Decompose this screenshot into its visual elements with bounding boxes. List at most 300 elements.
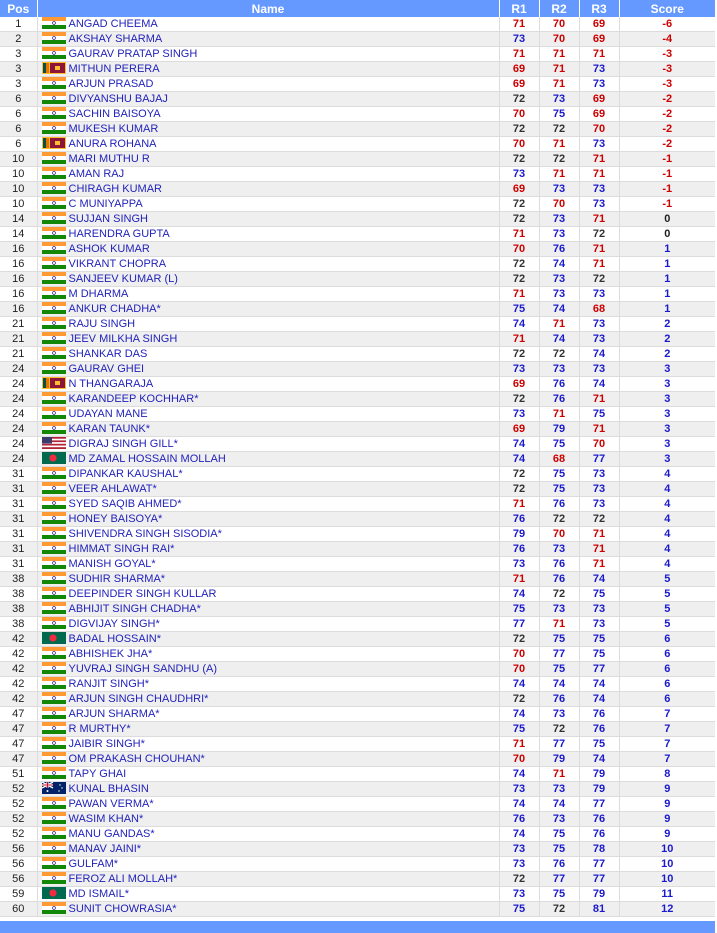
player-name-link[interactable]: AKSHAY SHARMA bbox=[68, 33, 163, 45]
player-cell bbox=[37, 257, 499, 272]
table-row bbox=[0, 752, 715, 767]
player-name-link[interactable]: TAPY GHAI bbox=[68, 768, 127, 780]
position-cell: 56 bbox=[0, 872, 37, 887]
player-cell bbox=[37, 587, 499, 602]
score-cell: 9 bbox=[619, 812, 715, 827]
round1-cell: 72 bbox=[499, 392, 539, 407]
player-name-link[interactable]: ARJUN PRASAD bbox=[68, 78, 154, 90]
player-name-link[interactable]: FEROZ ALI MOLLAH* bbox=[68, 873, 178, 885]
round2-cell: 71 bbox=[539, 617, 579, 632]
position-cell: 21 bbox=[0, 317, 37, 332]
score-cell: 0 bbox=[619, 212, 715, 227]
position-cell: 10 bbox=[0, 152, 37, 167]
table-row bbox=[0, 812, 715, 827]
round2-cell: 74 bbox=[539, 332, 579, 347]
score-cell: 3 bbox=[619, 362, 715, 377]
round2-cell: 71 bbox=[539, 137, 579, 152]
position-cell: 47 bbox=[0, 707, 37, 722]
position-cell: 1 bbox=[0, 17, 37, 32]
position-cell: 31 bbox=[0, 557, 37, 572]
player-name-link[interactable]: MD ZAMAL HOSSAIN MOLLAH bbox=[68, 453, 226, 465]
table-row bbox=[0, 302, 715, 317]
r3-header[interactable]: R3 bbox=[579, 0, 619, 17]
india-flag-icon bbox=[42, 512, 66, 524]
india-flag-icon bbox=[42, 812, 66, 824]
r2-header[interactable]: R2 bbox=[539, 0, 579, 17]
player-name-link[interactable]: CHIRAGH KUMAR bbox=[68, 183, 163, 195]
round2-cell: 73 bbox=[539, 602, 579, 617]
player-name-link[interactable]: UDAYAN MANE bbox=[68, 408, 148, 420]
position-cell: 24 bbox=[0, 437, 37, 452]
player-cell bbox=[37, 512, 499, 527]
india-flag-icon bbox=[42, 152, 66, 164]
table-row bbox=[0, 512, 715, 527]
score-cell: 6 bbox=[619, 692, 715, 707]
player-name-link[interactable]: AMAN RAJ bbox=[68, 168, 125, 180]
round3-cell: 73 bbox=[579, 482, 619, 497]
round2-cell: 79 bbox=[539, 422, 579, 437]
round3-cell: 73 bbox=[579, 182, 619, 197]
position-cell: 10 bbox=[0, 197, 37, 212]
position-cell: 16 bbox=[0, 302, 37, 317]
round1-cell: 72 bbox=[499, 212, 539, 227]
round1-cell: 73 bbox=[499, 782, 539, 797]
round3-cell: 71 bbox=[579, 47, 619, 62]
position-cell: 31 bbox=[0, 482, 37, 497]
round3-cell: 71 bbox=[579, 152, 619, 167]
position-cell: 3 bbox=[0, 77, 37, 92]
round3-cell: 72 bbox=[579, 227, 619, 242]
score-cell: 3 bbox=[619, 377, 715, 392]
round3-cell: 77 bbox=[579, 857, 619, 872]
score-cell: -3 bbox=[619, 47, 715, 62]
player-name-link[interactable]: GAURAV GHEI bbox=[68, 363, 145, 375]
india-flag-icon bbox=[42, 497, 66, 509]
table-row bbox=[0, 557, 715, 572]
table-row bbox=[0, 332, 715, 347]
player-name-link[interactable]: MD ISMAIL* bbox=[68, 888, 130, 900]
position-cell: 3 bbox=[0, 47, 37, 62]
score-cell: 4 bbox=[619, 482, 715, 497]
position-cell: 16 bbox=[0, 287, 37, 302]
round3-cell: 73 bbox=[579, 362, 619, 377]
header-row bbox=[0, 0, 715, 17]
table-row bbox=[0, 692, 715, 707]
player-cell bbox=[37, 377, 499, 392]
player-cell bbox=[37, 782, 499, 797]
player-name-link[interactable]: SHANKAR DAS bbox=[68, 348, 148, 360]
table-row bbox=[0, 407, 715, 422]
round2-cell: 70 bbox=[539, 32, 579, 47]
round2-cell: 70 bbox=[539, 527, 579, 542]
score-cell: 6 bbox=[619, 647, 715, 662]
round3-cell: 79 bbox=[579, 887, 619, 902]
position-cell: 3 bbox=[0, 62, 37, 77]
india-flag-icon bbox=[42, 92, 66, 104]
round3-cell: 73 bbox=[579, 332, 619, 347]
position-cell: 59 bbox=[0, 887, 37, 902]
player-cell bbox=[37, 602, 499, 617]
table-row bbox=[0, 212, 715, 227]
table-row bbox=[0, 47, 715, 62]
table-row bbox=[0, 62, 715, 77]
position-cell: 16 bbox=[0, 257, 37, 272]
india-flag-icon bbox=[42, 572, 66, 584]
round1-cell: 73 bbox=[499, 407, 539, 422]
player-name-link[interactable]: JAIBIR SINGH* bbox=[68, 738, 145, 750]
player-name-link[interactable]: HIMMAT SINGH RAI* bbox=[68, 543, 175, 555]
player-name-link[interactable]: GAURAV PRATAP SINGH bbox=[68, 48, 198, 60]
score-cell: 7 bbox=[619, 752, 715, 767]
player-name-link[interactable]: HONEY BAISOYA* bbox=[68, 513, 163, 525]
round1-cell: 72 bbox=[499, 122, 539, 137]
player-cell bbox=[37, 152, 499, 167]
player-cell bbox=[37, 902, 499, 917]
bangladesh-flag-icon bbox=[42, 887, 66, 899]
player-cell bbox=[37, 482, 499, 497]
india-flag-icon bbox=[42, 122, 66, 134]
india-flag-icon bbox=[42, 212, 66, 224]
player-cell bbox=[37, 167, 499, 182]
india-flag-icon bbox=[42, 857, 66, 869]
player-name-link[interactable]: DEEPINDER SINGH KULLAR bbox=[68, 588, 217, 600]
player-name-link[interactable]: DIVYANSHU BAJAJ bbox=[68, 93, 168, 105]
round1-cell: 71 bbox=[499, 287, 539, 302]
round1-cell: 75 bbox=[499, 902, 539, 917]
round1-cell: 76 bbox=[499, 542, 539, 557]
player-cell bbox=[37, 332, 499, 347]
player-cell bbox=[37, 692, 499, 707]
round1-cell: 74 bbox=[499, 677, 539, 692]
player-name-link[interactable]: BADAL HOSSAIN* bbox=[68, 633, 162, 645]
player-name-link[interactable]: DIGVIJAY SINGH* bbox=[68, 618, 160, 630]
round3-cell: 77 bbox=[579, 662, 619, 677]
india-flag-icon bbox=[42, 107, 66, 119]
player-cell bbox=[37, 92, 499, 107]
round2-cell: 71 bbox=[539, 317, 579, 332]
position-cell: 52 bbox=[0, 827, 37, 842]
table-row bbox=[0, 257, 715, 272]
player-name-link[interactable]: VEER AHLAWAT* bbox=[68, 483, 157, 495]
round1-cell: 72 bbox=[499, 92, 539, 107]
player-cell bbox=[37, 677, 499, 692]
round1-cell: 70 bbox=[499, 752, 539, 767]
player-name-link[interactable]: KUNAL BHASIN bbox=[68, 783, 149, 795]
round3-cell: 74 bbox=[579, 572, 619, 587]
table-row bbox=[0, 347, 715, 362]
player-cell bbox=[37, 857, 499, 872]
round3-cell: 75 bbox=[579, 737, 619, 752]
round2-cell: 72 bbox=[539, 722, 579, 737]
round3-cell: 75 bbox=[579, 587, 619, 602]
round2-cell: 74 bbox=[539, 797, 579, 812]
round3-cell: 71 bbox=[579, 392, 619, 407]
round1-cell: 76 bbox=[499, 512, 539, 527]
round2-cell: 70 bbox=[539, 197, 579, 212]
player-name-link[interactable]: MANAV JAINI* bbox=[68, 843, 142, 855]
round1-cell: 77 bbox=[499, 617, 539, 632]
player-cell bbox=[37, 137, 499, 152]
round1-cell: 75 bbox=[499, 302, 539, 317]
player-name-link[interactable]: KARANDEEP KOCHHAR* bbox=[68, 393, 199, 405]
position-cell: 24 bbox=[0, 422, 37, 437]
india-flag-icon bbox=[42, 227, 66, 239]
player-cell bbox=[37, 647, 499, 662]
pos-header[interactable]: Pos bbox=[0, 0, 37, 17]
score-cell: 7 bbox=[619, 722, 715, 737]
player-name-link[interactable]: SUDHIR SHARMA* bbox=[68, 573, 166, 585]
score-cell: 9 bbox=[619, 782, 715, 797]
table-row bbox=[0, 467, 715, 482]
table-row bbox=[0, 677, 715, 692]
player-cell bbox=[37, 827, 499, 842]
position-cell: 56 bbox=[0, 857, 37, 872]
india-flag-icon bbox=[42, 722, 66, 734]
table-row bbox=[0, 452, 715, 467]
round2-cell: 71 bbox=[539, 767, 579, 782]
india-flag-icon bbox=[42, 32, 66, 44]
table-footer-bar bbox=[0, 921, 715, 933]
position-cell: 2 bbox=[0, 32, 37, 47]
position-cell: 6 bbox=[0, 107, 37, 122]
round2-cell: 76 bbox=[539, 857, 579, 872]
player-name-link[interactable]: R MURTHY* bbox=[68, 723, 131, 735]
player-name-link[interactable]: SANJEEV KUMAR (L) bbox=[68, 273, 178, 285]
india-flag-icon bbox=[42, 167, 66, 179]
player-name-link[interactable]: YUVRAJ SINGH SANDHU (A) bbox=[68, 663, 218, 675]
round3-cell: 76 bbox=[579, 827, 619, 842]
player-name-link[interactable]: MANISH GOYAL* bbox=[68, 558, 156, 570]
india-flag-icon bbox=[42, 242, 66, 254]
player-cell bbox=[37, 122, 499, 137]
sri-lanka-flag-icon bbox=[42, 62, 66, 74]
position-cell: 52 bbox=[0, 782, 37, 797]
position-cell: 10 bbox=[0, 167, 37, 182]
player-name-link[interactable]: M DHARMA bbox=[68, 288, 129, 300]
score-cell: 4 bbox=[619, 542, 715, 557]
r1-header[interactable]: R1 bbox=[499, 0, 539, 17]
score-cell: 6 bbox=[619, 662, 715, 677]
player-cell bbox=[37, 227, 499, 242]
player-name-link[interactable]: SHIVENDRA SINGH SISODIA* bbox=[68, 528, 222, 540]
score-cell: 3 bbox=[619, 437, 715, 452]
player-name-link[interactable]: VIKRANT CHOPRA bbox=[68, 258, 167, 270]
position-cell: 31 bbox=[0, 467, 37, 482]
round3-cell: 73 bbox=[579, 287, 619, 302]
position-cell: 47 bbox=[0, 737, 37, 752]
position-cell: 6 bbox=[0, 122, 37, 137]
india-flag-icon bbox=[42, 707, 66, 719]
position-cell: 6 bbox=[0, 92, 37, 107]
table-row bbox=[0, 572, 715, 587]
round3-cell: 70 bbox=[579, 122, 619, 137]
score-cell: 4 bbox=[619, 527, 715, 542]
round3-cell: 73 bbox=[579, 317, 619, 332]
round1-cell: 75 bbox=[499, 722, 539, 737]
round2-cell: 73 bbox=[539, 227, 579, 242]
position-cell: 31 bbox=[0, 527, 37, 542]
player-cell bbox=[37, 797, 499, 812]
score-cell: -4 bbox=[619, 32, 715, 47]
player-name-link[interactable]: JEEV MILKHA SINGH bbox=[68, 333, 178, 345]
round1-cell: 74 bbox=[499, 827, 539, 842]
player-name-link[interactable]: PAWAN VERMA* bbox=[68, 798, 154, 810]
table-row bbox=[0, 122, 715, 137]
player-name-link[interactable]: SYED SAQIB AHMED* bbox=[68, 498, 182, 510]
india-flag-icon bbox=[42, 587, 66, 599]
round1-cell: 70 bbox=[499, 242, 539, 257]
table-row bbox=[0, 872, 715, 887]
name-header[interactable]: Name bbox=[37, 0, 499, 17]
player-name-link[interactable]: N THANGARAJA bbox=[68, 378, 154, 390]
round3-cell: 74 bbox=[579, 752, 619, 767]
player-name-link[interactable]: ANGAD CHEEMA bbox=[68, 18, 158, 30]
table-row bbox=[0, 707, 715, 722]
round3-cell: 71 bbox=[579, 212, 619, 227]
player-name-link[interactable]: WASIM KHAN* bbox=[68, 813, 144, 825]
position-cell: 38 bbox=[0, 617, 37, 632]
india-flag-icon bbox=[42, 302, 66, 314]
player-cell bbox=[37, 737, 499, 752]
score-cell: 1 bbox=[619, 302, 715, 317]
score-cell: 2 bbox=[619, 347, 715, 362]
india-flag-icon bbox=[42, 257, 66, 269]
position-cell: 52 bbox=[0, 797, 37, 812]
player-name-link[interactable]: ARJUN SINGH CHAUDHRI* bbox=[68, 693, 209, 705]
player-cell bbox=[37, 887, 499, 902]
round3-cell: 73 bbox=[579, 617, 619, 632]
player-name-link[interactable]: MARI MUTHU R bbox=[68, 153, 150, 165]
score-cell: 9 bbox=[619, 827, 715, 842]
round2-cell: 73 bbox=[539, 287, 579, 302]
score-cell: 6 bbox=[619, 632, 715, 647]
score-cell: 4 bbox=[619, 512, 715, 527]
round2-cell: 73 bbox=[539, 92, 579, 107]
bangladesh-flag-icon bbox=[42, 452, 66, 464]
position-cell: 47 bbox=[0, 752, 37, 767]
round1-cell: 73 bbox=[499, 842, 539, 857]
round2-cell: 75 bbox=[539, 887, 579, 902]
table-row bbox=[0, 857, 715, 872]
player-name-link[interactable]: MANU GANDAS* bbox=[68, 828, 155, 840]
player-cell bbox=[37, 107, 499, 122]
player-name-link[interactable]: ABHIJIT SINGH CHADHA* bbox=[68, 603, 201, 615]
position-cell: 24 bbox=[0, 392, 37, 407]
round2-cell: 76 bbox=[539, 692, 579, 707]
round1-cell: 72 bbox=[499, 152, 539, 167]
score-header[interactable]: Score bbox=[619, 0, 715, 17]
player-name-link[interactable]: ABHISHEK JHA* bbox=[68, 648, 153, 660]
position-cell: 42 bbox=[0, 692, 37, 707]
round1-cell: 76 bbox=[499, 812, 539, 827]
player-name-link[interactable]: DIGRAJ SINGH GILL* bbox=[68, 438, 178, 450]
position-cell: 38 bbox=[0, 572, 37, 587]
player-name-link[interactable]: ARJUN SHARMA* bbox=[68, 708, 160, 720]
round3-cell: 73 bbox=[579, 497, 619, 512]
round3-cell: 74 bbox=[579, 347, 619, 362]
round3-cell: 75 bbox=[579, 647, 619, 662]
position-cell: 56 bbox=[0, 842, 37, 857]
table-row bbox=[0, 827, 715, 842]
player-name-link[interactable]: C MUNIYAPPA bbox=[68, 198, 143, 210]
table-row bbox=[0, 542, 715, 557]
position-cell: 38 bbox=[0, 587, 37, 602]
india-flag-icon bbox=[42, 827, 66, 839]
table-row bbox=[0, 317, 715, 332]
table-row bbox=[0, 767, 715, 782]
score-cell: 1 bbox=[619, 287, 715, 302]
player-name-link[interactable]: ANURA ROHANA bbox=[68, 138, 157, 150]
round1-cell: 72 bbox=[499, 482, 539, 497]
player-cell bbox=[37, 812, 499, 827]
player-name-link[interactable]: KARAN TAUNK* bbox=[68, 423, 151, 435]
player-name-link[interactable]: SUNIT CHOWRASIA* bbox=[68, 903, 177, 915]
table-row bbox=[0, 647, 715, 662]
player-cell bbox=[37, 212, 499, 227]
score-cell: 0 bbox=[619, 227, 715, 242]
player-name-link[interactable]: MITHUN PERERA bbox=[68, 63, 160, 75]
round3-cell: 81 bbox=[579, 902, 619, 917]
player-name-link[interactable]: ANKUR CHADHA* bbox=[68, 303, 161, 315]
player-cell bbox=[37, 452, 499, 467]
round1-cell: 70 bbox=[499, 647, 539, 662]
round2-cell: 79 bbox=[539, 752, 579, 767]
round2-cell: 75 bbox=[539, 437, 579, 452]
player-name-link[interactable]: ASHOK KUMAR bbox=[68, 243, 150, 255]
player-cell bbox=[37, 572, 499, 587]
round1-cell: 72 bbox=[499, 272, 539, 287]
player-name-link[interactable]: RAJU SINGH bbox=[68, 318, 136, 330]
table-row bbox=[0, 722, 715, 737]
player-name-link[interactable]: RANJIT SINGH* bbox=[68, 678, 149, 690]
position-cell: 24 bbox=[0, 362, 37, 377]
india-flag-icon bbox=[42, 17, 66, 29]
round3-cell: 73 bbox=[579, 602, 619, 617]
player-name-link[interactable]: DIPANKAR KAUSHAL* bbox=[68, 468, 183, 480]
player-name-link[interactable]: SACHIN BAISOYA bbox=[68, 108, 161, 120]
position-cell: 21 bbox=[0, 347, 37, 362]
player-name-link[interactable]: HARENDRA GUPTA bbox=[68, 228, 170, 240]
round2-cell: 72 bbox=[539, 902, 579, 917]
round2-cell: 71 bbox=[539, 167, 579, 182]
round1-cell: 69 bbox=[499, 77, 539, 92]
player-name-link[interactable]: GULFAM* bbox=[68, 858, 119, 870]
round2-cell: 74 bbox=[539, 302, 579, 317]
position-cell: 24 bbox=[0, 377, 37, 392]
player-cell bbox=[37, 557, 499, 572]
player-name-link[interactable]: MUKESH KUMAR bbox=[68, 123, 159, 135]
usa-flag-icon bbox=[42, 437, 66, 449]
india-flag-icon bbox=[42, 332, 66, 344]
round3-cell: 71 bbox=[579, 242, 619, 257]
table-row bbox=[0, 482, 715, 497]
position-cell: 42 bbox=[0, 677, 37, 692]
player-cell bbox=[37, 32, 499, 47]
round2-cell: 77 bbox=[539, 647, 579, 662]
table-row bbox=[0, 197, 715, 212]
round3-cell: 71 bbox=[579, 557, 619, 572]
score-cell: 4 bbox=[619, 557, 715, 572]
table-row bbox=[0, 887, 715, 902]
round1-cell: 73 bbox=[499, 32, 539, 47]
sri-lanka-flag-icon bbox=[42, 377, 66, 389]
round1-cell: 74 bbox=[499, 317, 539, 332]
player-name-link[interactable]: OM PRAKASH CHOUHAN* bbox=[68, 753, 205, 765]
player-name-link[interactable]: SUJJAN SINGH bbox=[68, 213, 148, 225]
round3-cell: 73 bbox=[579, 77, 619, 92]
round1-cell: 70 bbox=[499, 107, 539, 122]
position-cell: 16 bbox=[0, 272, 37, 287]
